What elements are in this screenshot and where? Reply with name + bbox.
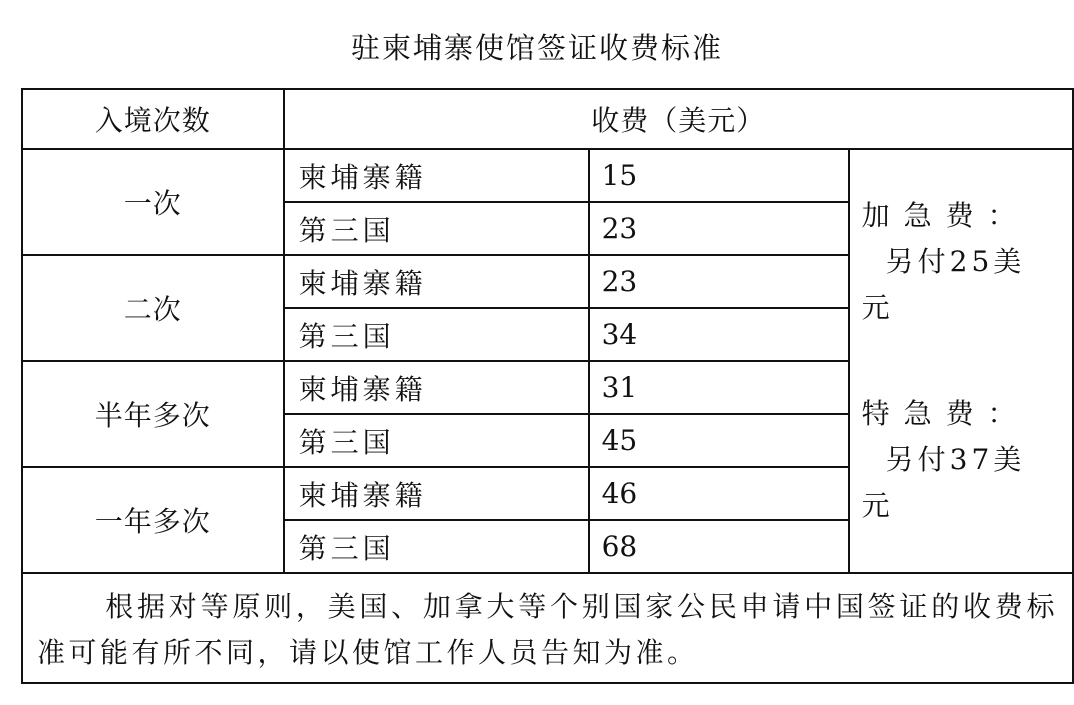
page-title: 驻柬埔寨使馆签证收费标准: [350, 31, 723, 65]
urgent-fee-amount: 另付25美: [885, 245, 1026, 278]
urgent-fee-label: 加急费：: [861, 199, 1030, 232]
fee-cell: 68: [589, 520, 849, 573]
footer-text: 根据对等原则，美国、加拿大等个别国家公民申请中国签证的收费标准可能有所不同，请以使馆工作人员告知为准。: [37, 590, 1058, 669]
surcharge-notes: [862, 193, 1060, 529]
fee-cell: 15: [589, 149, 849, 202]
table-header-row: [22, 89, 1073, 149]
express-fee-unit: 元: [861, 489, 890, 522]
nationality-cell: 第三国: [284, 308, 589, 361]
entry-type-cell: 二次: [22, 255, 284, 361]
fee-cell: 46: [589, 467, 849, 520]
header-fee: 收费（美元）: [284, 89, 1073, 149]
fee-cell: 45: [589, 414, 849, 467]
nationality-cell: 柬埔寨籍: [284, 149, 589, 202]
nationality-cell: 柬埔寨籍: [284, 255, 589, 308]
surcharge-note-cell: [849, 149, 1073, 573]
express-fee-label: 特急费：: [861, 397, 1030, 430]
visa-fee-table: [21, 88, 1074, 684]
nationality-cell: 第三国: [284, 202, 589, 255]
header-entries: 入境次数: [22, 89, 284, 149]
urgent-fee-unit: 元: [861, 291, 890, 324]
express-fee-amount: 另付37美: [885, 443, 1026, 476]
fee-cell: 23: [589, 202, 849, 255]
nationality-cell: 柬埔寨籍: [284, 467, 589, 520]
nationality-cell: 第三国: [284, 520, 589, 573]
nationality-cell: 柬埔寨籍: [284, 361, 589, 414]
entry-type-cell: 一次: [22, 149, 284, 255]
entry-type-cell: 半年多次: [22, 361, 284, 467]
nationality-cell: 第三国: [284, 414, 589, 467]
fee-cell: 34: [589, 308, 849, 361]
note-spacer: [862, 331, 1060, 391]
table-row: [22, 149, 1073, 202]
entry-type-cell: 一年多次: [22, 467, 284, 573]
fee-cell: 23: [589, 255, 849, 308]
fee-cell: 31: [589, 361, 849, 414]
footer-row: [22, 573, 1073, 683]
footer-note: [22, 573, 1073, 683]
